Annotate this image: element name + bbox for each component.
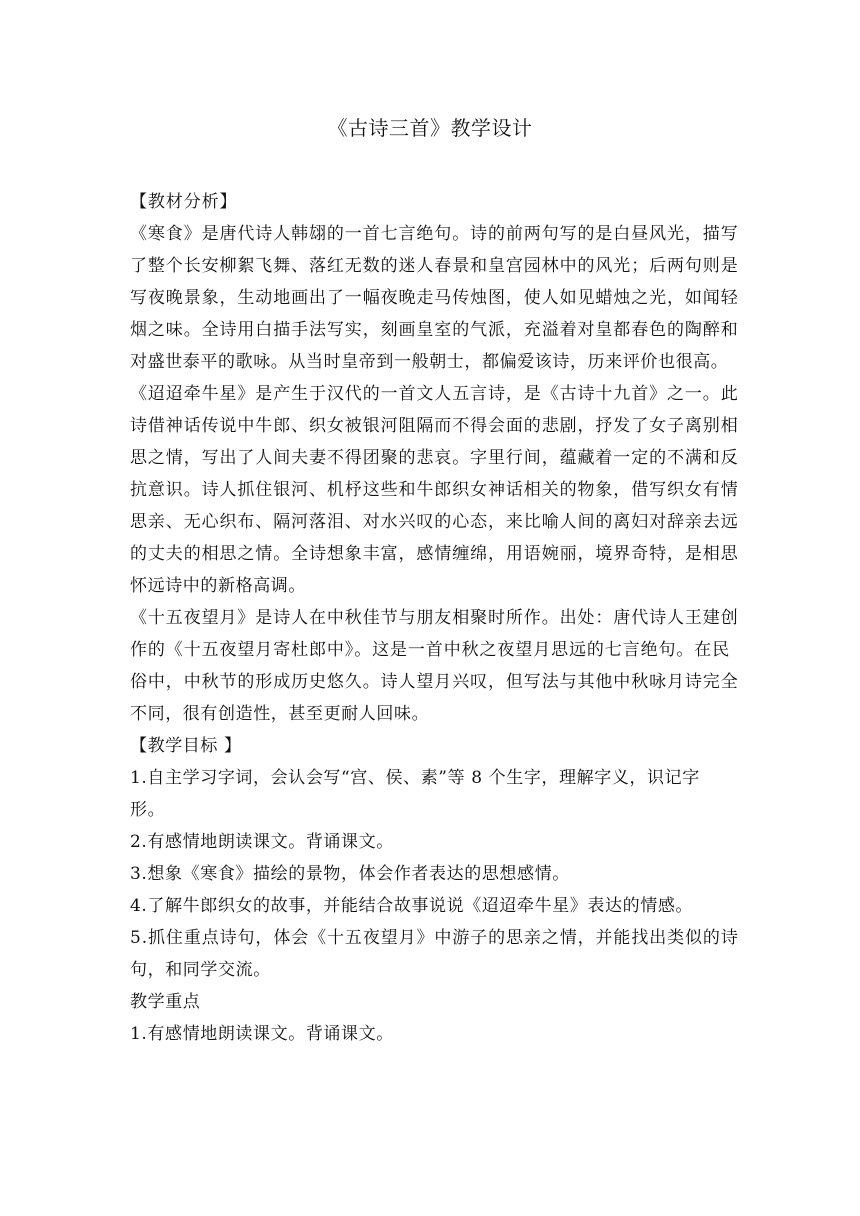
paragraph-line: 不同，很有创造性，甚至更耐人回味。 [130, 704, 430, 724]
paragraph-line: 思亲、无心织布、隔河落泪、对水兴叹的心态，来比喻人间的离妇对辞亲去远 [130, 512, 739, 532]
document-title: 《古诗三首》教学设计 [327, 116, 533, 140]
paragraph-line: 的丈夫的相思之情。全诗想象丰富，感情缠绵，用语婉丽，境界奇特，是相思 [130, 544, 739, 564]
paragraph-line: 对盛世泰平的歌咏。从当时皇帝到一般朝士，都偏爱该诗，历来评价也很高。 [130, 352, 729, 372]
paragraph-line: 思之情，写出了人间夫妻不得团聚的悲哀。字里行间，蕴藏着一定的不满和反 [130, 448, 739, 468]
objective-item: 4.了解牛郎织女的故事，并能结合故事说说《迢迢牵牛星》表达的情感。 [130, 896, 694, 916]
paragraph-line: 《迢迢牵牛星》是产生于汉代的一首文人五言诗，是《古诗十九首》之一。此 [130, 384, 739, 404]
paragraph-line: 《十五夜望月》是诗人在中秋佳节与朋友相聚时所作。出处：唐代诗人王建创 [130, 608, 739, 628]
paragraph-line: 《寒食》是唐代诗人韩翃的一首七言绝句。诗的前两句写的是白昼风光，描写 [130, 224, 739, 244]
paragraph-line: 写夜晚景象，生动地画出了一幅夜晚走马传烛图，使人如见蜡烛之光，如闻轻 [130, 288, 739, 308]
objective-item: 5.抓住重点诗句，体会《十五夜望月》中游子的思亲之情，并能找出类似的诗 [130, 928, 739, 948]
key-point-item: 1.有感情地朗读课文。背诵课文。 [130, 1024, 394, 1044]
objective-item-continuation: 形。 [130, 800, 166, 820]
paragraph-line: 抗意识。诗人抓住银河、机杼这些和牛郎织女神话相关的物象，借写织女有情 [130, 480, 739, 500]
paragraph-line: 作的《十五夜望月寄杜郎中》。这是一首中秋之夜望月思远的七言绝句。在民 [130, 640, 731, 660]
objective-item: 3.想象《寒食》描绘的景物，体会作者表达的思想感情。 [130, 864, 570, 884]
paragraph-line: 俗中，中秋节的形成历史悠久。诗人望月兴叹，但写法与其他中秋咏月诗完全 [130, 672, 739, 692]
section-heading-key-points: 教学重点 [130, 992, 201, 1012]
objective-item: 2.有感情地朗读课文。背诵课文。 [130, 832, 394, 852]
paragraph-line: 怀远诗中的新格高调。 [130, 576, 306, 596]
objective-item-continuation: 句，和同学交流。 [130, 960, 271, 980]
paragraph-line: 了整个长安柳絮飞舞、落红无数的迷人春景和皇宫园林中的风光；后两句则是 [130, 256, 739, 276]
section-heading-analysis: 【教材分析】 [130, 192, 238, 212]
paragraph-line: 诗借神话传说中牛郎、织女被银河阻隔而不得会面的悲剧，抒发了女子离别相 [130, 416, 739, 436]
document-body [130, 186, 739, 1050]
objective-item: 1.自主学习字词，会认会写“宫、侯、素”等 8 个生字，理解字义，识记字 [130, 768, 700, 788]
paragraph-line: 烟之味。全诗用白描手法写实，刻画皇室的气派，充溢着对皇都春色的陶醉和 [130, 320, 739, 340]
section-heading-objectives: 【教学目标 】 [130, 736, 242, 756]
